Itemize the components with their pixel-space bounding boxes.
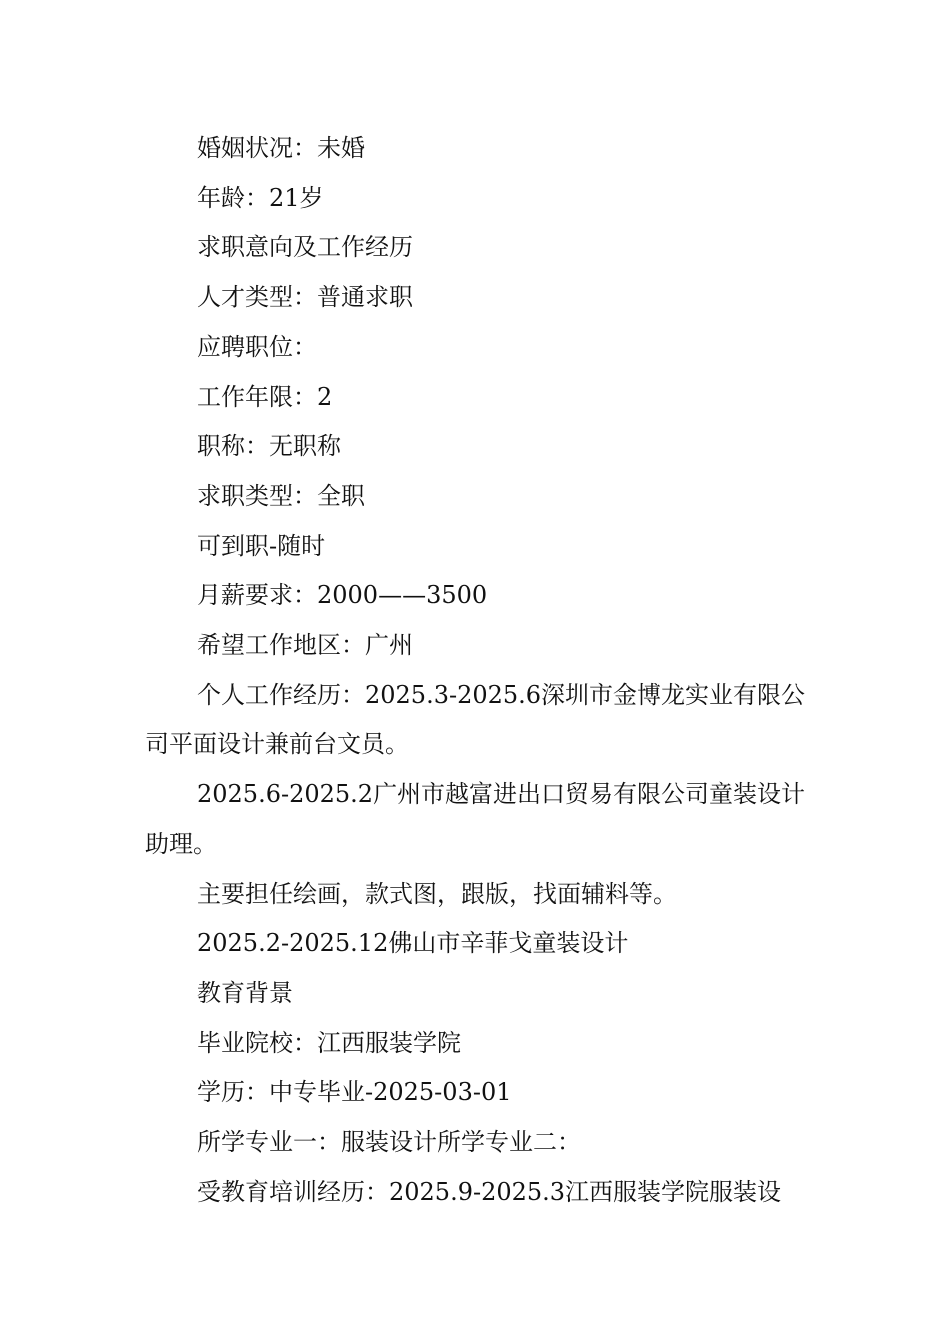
resume-body [145,124,810,1217]
paragraph-age: 年龄：21岁 [197,183,324,212]
paragraph-applied-position: 应聘职位： [197,332,317,361]
paragraph-school: 毕业院校：江西服装学院 [197,1028,461,1057]
paragraph-salary: 月薪要求：2000——3500 [197,581,488,610]
paragraph-job-type: 求职类型：全职 [197,481,365,510]
paragraph-title: 职称：无职称 [197,432,341,461]
paragraph-majors: 所学专业一：服装设计所学专业二： [197,1128,581,1157]
paragraph-talent-type: 人才类型：普通求职 [197,283,413,312]
paragraph-work-location: 希望工作地区：广州 [197,631,413,660]
paragraph-training: 受教育培训经历：2025.9-2025.3江西服装学院服装设 [197,1177,782,1206]
paragraph-education-heading: 教育背景 [197,978,293,1007]
paragraph-work-years: 工作年限：2 [197,382,333,411]
paragraph-work-experience-1: 个人工作经历：2025.3-2025.6深圳市金博龙实业有限公司平面设计兼前台文员。 [145,680,806,759]
paragraph-job-intention-heading: 求职意向及工作经历 [197,233,413,262]
paragraph-availability: 可到职-随时 [197,531,326,560]
paragraph-work-experience-3: 2025.2-2025.12佛山市辛菲戈童装设计 [197,929,629,958]
paragraph-marital-status: 婚姻状况：未婚 [197,134,365,162]
paragraph-work-experience-2: 2025.6-2025.2广州市越富进出口贸易有限公司童装设计助理。 [145,780,806,858]
paragraph-degree: 学历：中专毕业-2025-03-01 [197,1078,512,1107]
paragraph-responsibilities: 主要担任绘画，款式图，跟版，找面辅料等。 [197,879,677,908]
